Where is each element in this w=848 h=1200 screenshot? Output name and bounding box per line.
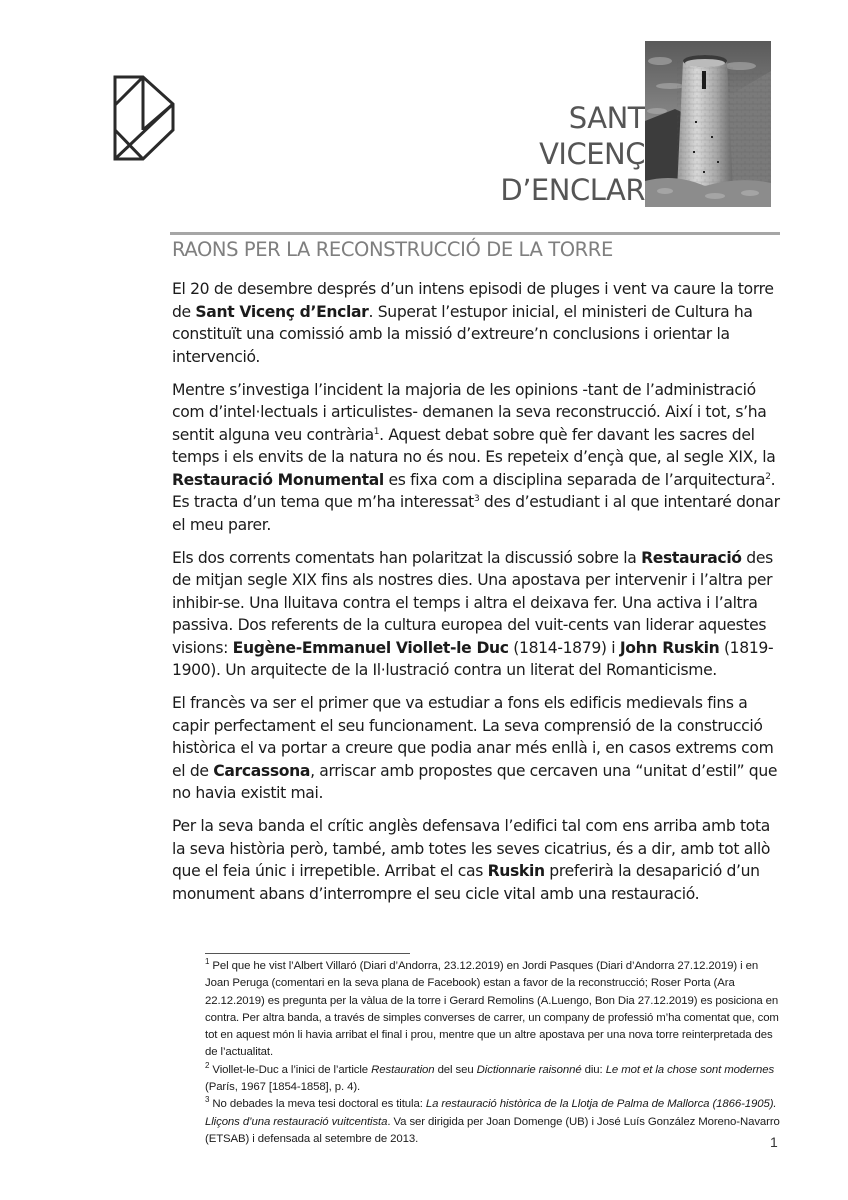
tower-photo [645,41,771,207]
footnote-1 [205,958,785,1062]
text: Els dos corrents comentats han polaritzat la discussió sobre la [172,548,642,567]
paragraph-3 [172,547,784,682]
document-title [500,100,645,208]
title-line-1: SANT [568,101,645,135]
text: . Es tracta d’un tema que m’ha interessat [172,470,776,511]
text: El 20 de desembre després d’un intens episodi de pluges i vent va caure la torre de [172,280,774,321]
paragraph-2 [172,379,784,537]
text: (1814-1879) i [508,638,620,657]
paragraph-5 [172,815,784,905]
paragraph-1 [172,278,784,368]
text: . Va ser dirigida per Joan Domenge (UB) i José Luís González Moreno-Navarro (ETSAB) i defensada al setembre de 2013. [205,1115,780,1145]
text: Viollet-le-Duc a l’inici de l’article [209,1063,372,1076]
text: del seu [434,1063,477,1076]
paragraph-4 [172,692,784,805]
text: Mentre s’investiga l’incident la majoria de les opinions -tant de l’administració com d’intel·lectuals i articulistes- demanen la seva reconstrucció. Així i tot, s’ha sentit alguna veu contrària [172,380,767,444]
text: Per la seva banda el crític anglès defensava l’edifici tal com ens arriba amb tota la seva història però, també, amb totes les seves cicatrius, és a dir, amb tot allò que el feia únic i irrepetible. Arribat el cas [172,817,771,880]
text: . Superat l’estupor inicial, el ministeri de Cultura ha constituït una comissió amb la missió d’extreure’n conclusions i orientar la intervenció. [172,302,753,366]
footnote-2 [205,1062,785,1097]
text: des de mitjan segle XIX fins als nostres dies. Una apostava per intervenir i l’altra per inhibir-se. Una lluitava contra el temps i altra el deixava fer. Una activa i l’altra passiva. Dos referents de la cultura europea del vuit-cents van liderar aquestes visions: [172,548,773,657]
geometric-d-logo-icon [110,72,180,164]
text: (1819-1900). Un arquitecte de la Il·lustració contra un literat del Romanticisme. [172,638,774,679]
footnote-number: 3 [205,1095,210,1105]
title-line-3: D’ENCLAR [500,173,645,207]
page-number: 1 [770,1134,778,1150]
bold-text: Restauració Monumental [172,470,384,489]
text: des d’estudiant i al que intentaré donar el meu parer. [172,493,780,534]
section-heading: RAONS PER LA RECONSTRUCCIÓ DE LA TORRE [172,238,613,261]
bold-text: Ruskin [487,862,545,880]
text: preferirà la desaparició d’un monument abans d’interrompre el seu cicle vital amb una restauració. [172,862,760,903]
title-line-2: VICENÇ [539,137,645,171]
bold-text: Sant Vicenç d’Enclar [195,302,369,321]
text: , arriscar amb propostes que cercaven una “unitat d’estil” que no havia existit mai. [172,761,778,802]
text: diu: [581,1063,606,1076]
section-divider [170,232,780,235]
italic-text: Dictionnarie raisonné [476,1063,582,1076]
bold-text: Restauració [641,548,742,567]
italic-text: Restauration [371,1063,435,1076]
bold-text: Carcassona [213,761,311,780]
footnote-separator [205,953,410,954]
text: (París, 1967 [1854-1858], p. 4). [205,1081,361,1094]
footnote-ref-1[interactable]: 1 [373,426,380,437]
footnote-ref-3[interactable]: 3 [473,494,480,504]
footnotes [205,958,785,1148]
text: El francès va ser el primer que va estudiar a fons els edificis medievals fins a capir perfectament el seu funcionament. La seva comprensió de la construcció històrica el va portar a creure que podia anar més enllà i, en casos extrems com el de [172,694,774,780]
text: Pel que he vist l’Albert Villaró (Diari d’Andorra, 23.12.2019) en Jordi Pasques (Diari d’Andorra 27.12.2019) i en Joan Peruga (comentari en la seva plana de Facebook) estan a favor de la reconstrucció; Roser Porta (Ara 22.12.2019) es pregunta per la vàlua de la torre i Gerard Remolins (A.Luengo, Bon Dia 27.12.2019) es posiciona en contra. Per altra banda, a través de simples converses de carrer, un company de professió m’ha comentat que, com tot en aquest món li havia arribat el final i prou, mentre que un altre apostava per una nova torre reinterpretada des de l’actualitat. [205,960,779,1059]
bold-text: John Ruskin [619,638,720,657]
footnote-ref-2[interactable]: 2 [765,471,771,482]
footnote-3 [205,1096,785,1148]
footnote-number: 1 [205,957,210,966]
text: No debades la meva tesi doctoral es titula: [209,1098,426,1111]
body-text [172,278,784,916]
italic-text: Le mot et la chose sont modernes [605,1063,775,1076]
text: es fixa com a disciplina separada de l’arquitectura [383,470,766,489]
italic-text: La restauració històrica de la Llotja de Palma de Mallorca (1866-1905). Lliçons d’una restauració vuitcentista [205,1098,777,1128]
bold-text: Eugène-Emmanuel Viollet-le Duc [232,638,509,657]
footnote-number: 2 [205,1060,210,1070]
text: . Aquest debat sobre què fer davant les sacres del temps i els envits de la natura no és nou. Es repeteix d’ençà que, al segle XIX, la [172,425,776,466]
